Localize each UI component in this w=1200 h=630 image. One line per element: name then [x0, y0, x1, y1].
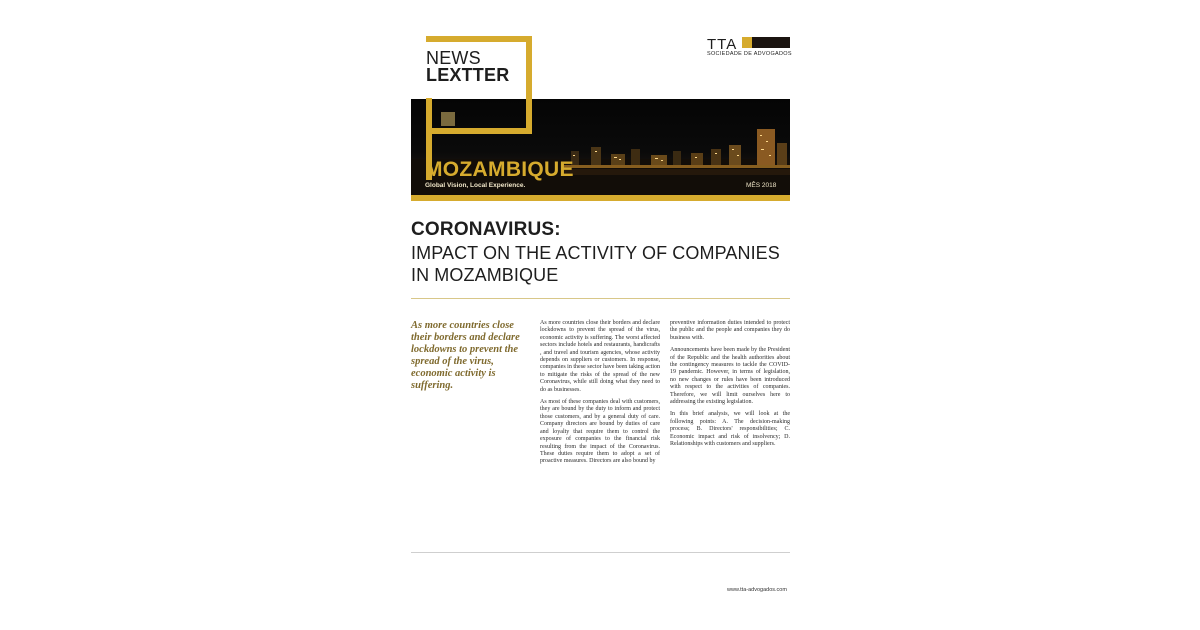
- footer-website-link[interactable]: www.tta-advogados.com: [727, 587, 787, 593]
- masthead-line1: NEWS: [426, 48, 481, 68]
- footer-divider: [411, 552, 790, 553]
- firm-logo-text: TTA: [707, 36, 738, 53]
- banner-tagline: Global Vision, Local Experience.: [425, 182, 526, 189]
- paragraph: Announcements have been made by the President of the Republic and the health authorities about the contingency measures to tackle the COVID-19 pandemic. However, in terms of legislation, no new changes or rules have been introduced with respect to the activities of companies. Therefore, we will limit ourselves here to addressing the existing legislation.: [670, 347, 790, 406]
- article-column-1: [540, 320, 660, 471]
- gold-strip: [411, 195, 790, 201]
- paragraph: As most of these companies deal with customers, they are bound by the duty to inform and protect those customers, and by a general duty of care. Company directors are bound by duties of care and loyalty that require them to control the exposure of companies to the financial risk resulting from the impact of the Coronavirus. These duties require them to adopt a set of proactive measures. Directors are also bound by: [540, 399, 660, 465]
- banner-accent-square: [441, 112, 455, 126]
- firm-logo-subtitle: SOCIEDADE DE ADVOGADOS: [707, 51, 792, 57]
- paragraph: preventive information duties intended to protect the public and the people and companies they do business with.: [670, 320, 790, 341]
- gold-frame-bottom: [426, 128, 532, 134]
- newsletter-page: [385, 0, 815, 630]
- masthead-title: [426, 50, 509, 84]
- country-title: MOZAMBIQUE: [425, 158, 574, 181]
- logo-gold-block: [742, 37, 752, 48]
- issue-date: MÊS 2018: [746, 182, 777, 189]
- gold-frame-top: [426, 36, 532, 42]
- article-column-2: [670, 320, 790, 454]
- paragraph: As more countries close their borders and declare lockdowns to prevent the spread of the virus, economic activity is suffering. The worst affected sectors include hotels and restaurants, handicrafts , and travel and tourism agencies, whose activity depends on suppliers or customers. In response, companies in these sector have been taking action to mitigate the risks of the spread of the new Coronavirus, while still doing what they need to do as businesses.: [540, 320, 660, 393]
- paragraph: In this brief analysis, we will look at the following points: A. The decision-making process; B. Directors' responsibilities; C. Economic impact and risk of insolvency; D. Relationships with customers and suppliers.: [670, 411, 790, 448]
- pull-quote: As more countries close their borders and declare lockdowns to prevent the spread of the virus, economic activity is suffering.: [411, 320, 520, 391]
- headline-divider: [411, 298, 790, 299]
- logo-black-block: [752, 37, 790, 48]
- headline-main: CORONAVIRUS:: [411, 219, 561, 240]
- masthead-line2: LEXTTER: [426, 65, 510, 85]
- headline-sub: IMPACT ON THE ACTIVITY OF COMPANIES IN MOZAMBIQUE: [411, 243, 780, 285]
